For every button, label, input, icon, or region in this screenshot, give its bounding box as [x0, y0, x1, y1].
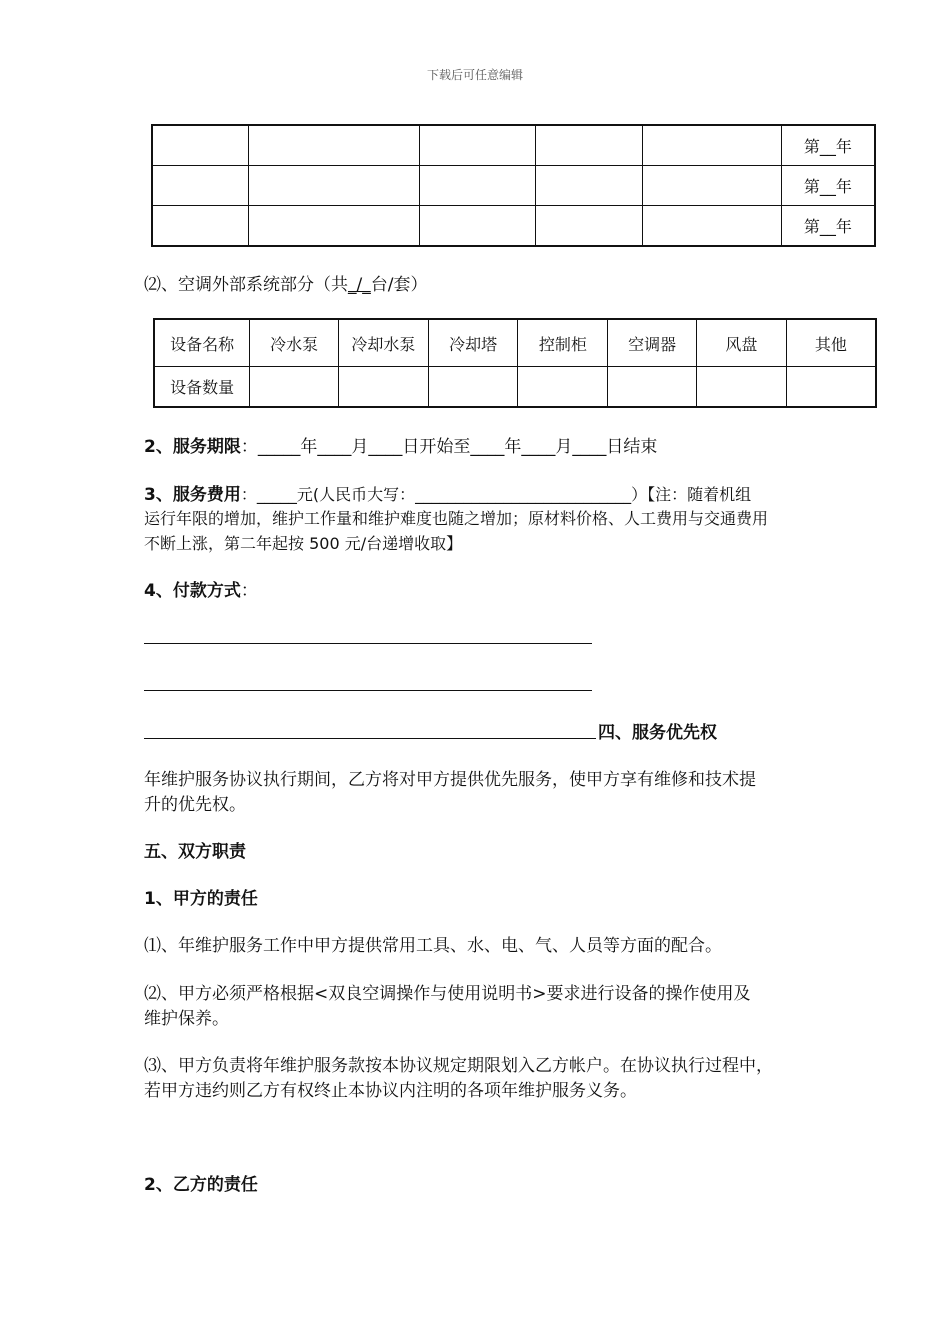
service-fee-line-2: 运行年限的增加，维护工作量和维护难度也随之增加；原材料价格、人工费用与交通费用	[144, 509, 769, 528]
header-cell: 空调器	[608, 319, 697, 367]
table-cell	[786, 367, 876, 408]
external-system-suffix: 台/套）	[370, 275, 428, 295]
equipment-table	[153, 318, 877, 408]
table-cell	[152, 166, 249, 206]
header-cell: 控制柜	[518, 319, 608, 367]
priority-text-1: 年维护服务协议执行期间，乙方将对甲方提供优先服务，使甲方享有维修和技术提	[144, 770, 756, 790]
payment-method-colon: ：	[240, 581, 258, 601]
table-cell	[152, 125, 249, 166]
party-a-item-1: ⑴、年维护服务工作中甲方提供常用工具、水、电、气、人员等方面的配合。	[144, 936, 722, 956]
table-row	[152, 125, 875, 166]
table-cell	[643, 125, 782, 166]
service-fee-line-3: 不断上涨，第二年起按 500 元/台递增收取】	[144, 534, 463, 553]
maintenance-schedule-table	[151, 124, 876, 247]
service-period-text: ：_____年____月____日开始至____年____月____日结束	[240, 437, 658, 457]
table-cell	[419, 125, 536, 166]
external-system-count: _/_	[348, 275, 371, 295]
table-cell	[250, 367, 339, 408]
table-cell	[338, 367, 428, 408]
year-cell: 第__年	[781, 206, 875, 247]
party-a-item-3-line-1: ⑶、甲方负责将年维护服务款按本协议规定期限划入乙方帐户。在协议执行过程中，	[144, 1056, 773, 1076]
table-cell	[536, 125, 643, 166]
table-cell	[536, 166, 643, 206]
payment-method-label: 4、付款方式	[144, 581, 241, 601]
table-cell	[518, 367, 608, 408]
service-fee-label: 3、服务费用	[144, 485, 241, 505]
table-cell	[419, 166, 536, 206]
table-cell	[696, 367, 786, 408]
service-period-line	[144, 434, 834, 460]
payment-blank-line-3	[144, 738, 596, 739]
header-cell: 冷却水泵	[338, 319, 428, 367]
table-cell	[428, 367, 518, 408]
payment-blank-line-2	[144, 690, 592, 691]
header-cell: 其他	[786, 319, 876, 367]
party-b-heading: 2、乙方的责任	[144, 1175, 258, 1195]
header-cell: 冷却塔	[428, 319, 518, 367]
party-a-heading: 1、甲方的责任	[144, 889, 258, 909]
payment-blank-line-1	[144, 643, 592, 644]
external-system-heading	[144, 272, 834, 298]
payment-method-line	[144, 578, 834, 604]
table-cell	[419, 206, 536, 247]
header-cell: 设备名称	[154, 319, 250, 367]
table-cell	[152, 206, 249, 247]
table-cell	[643, 166, 782, 206]
table-cell	[249, 125, 420, 166]
table-row	[152, 206, 875, 247]
priority-heading: 四、服务优先权	[598, 723, 717, 743]
table-header-row	[154, 319, 876, 367]
duties-heading: 五、双方职责	[144, 842, 246, 862]
table-row	[152, 166, 875, 206]
header-cell: 冷水泵	[250, 319, 339, 367]
table-cell	[608, 367, 697, 408]
header-cell: 风盘	[696, 319, 786, 367]
external-system-prefix: ⑵、空调外部系统部分（共	[144, 275, 348, 295]
service-fee-line-1	[144, 482, 834, 508]
page-header-note: 下载后可任意编辑	[426, 68, 523, 82]
table-cell	[249, 166, 420, 206]
table-cell	[643, 206, 782, 247]
priority-text-2: 升的优先权。	[144, 795, 246, 815]
year-cell: 第__年	[781, 166, 875, 206]
row-label-cell: 设备数量	[154, 367, 250, 408]
table-cell	[249, 206, 420, 247]
year-cell: 第__年	[781, 125, 875, 166]
service-period-label: 2、服务期限	[144, 437, 241, 457]
table-row	[154, 367, 876, 408]
table-cell	[536, 206, 643, 247]
party-a-item-3-line-2: 若甲方违约则乙方有权终止本协议内注明的各项年维护服务义务。	[144, 1081, 637, 1101]
party-a-item-2-line-1: ⑵、甲方必须严格根据<双良空调操作与使用说明书>要求进行设备的操作使用及	[144, 984, 751, 1004]
party-a-item-2-line-2: 维护保养。	[144, 1009, 229, 1029]
service-fee-text-1: ：_____元(人民币大写：___________________________）【注：随着机组	[240, 485, 752, 504]
